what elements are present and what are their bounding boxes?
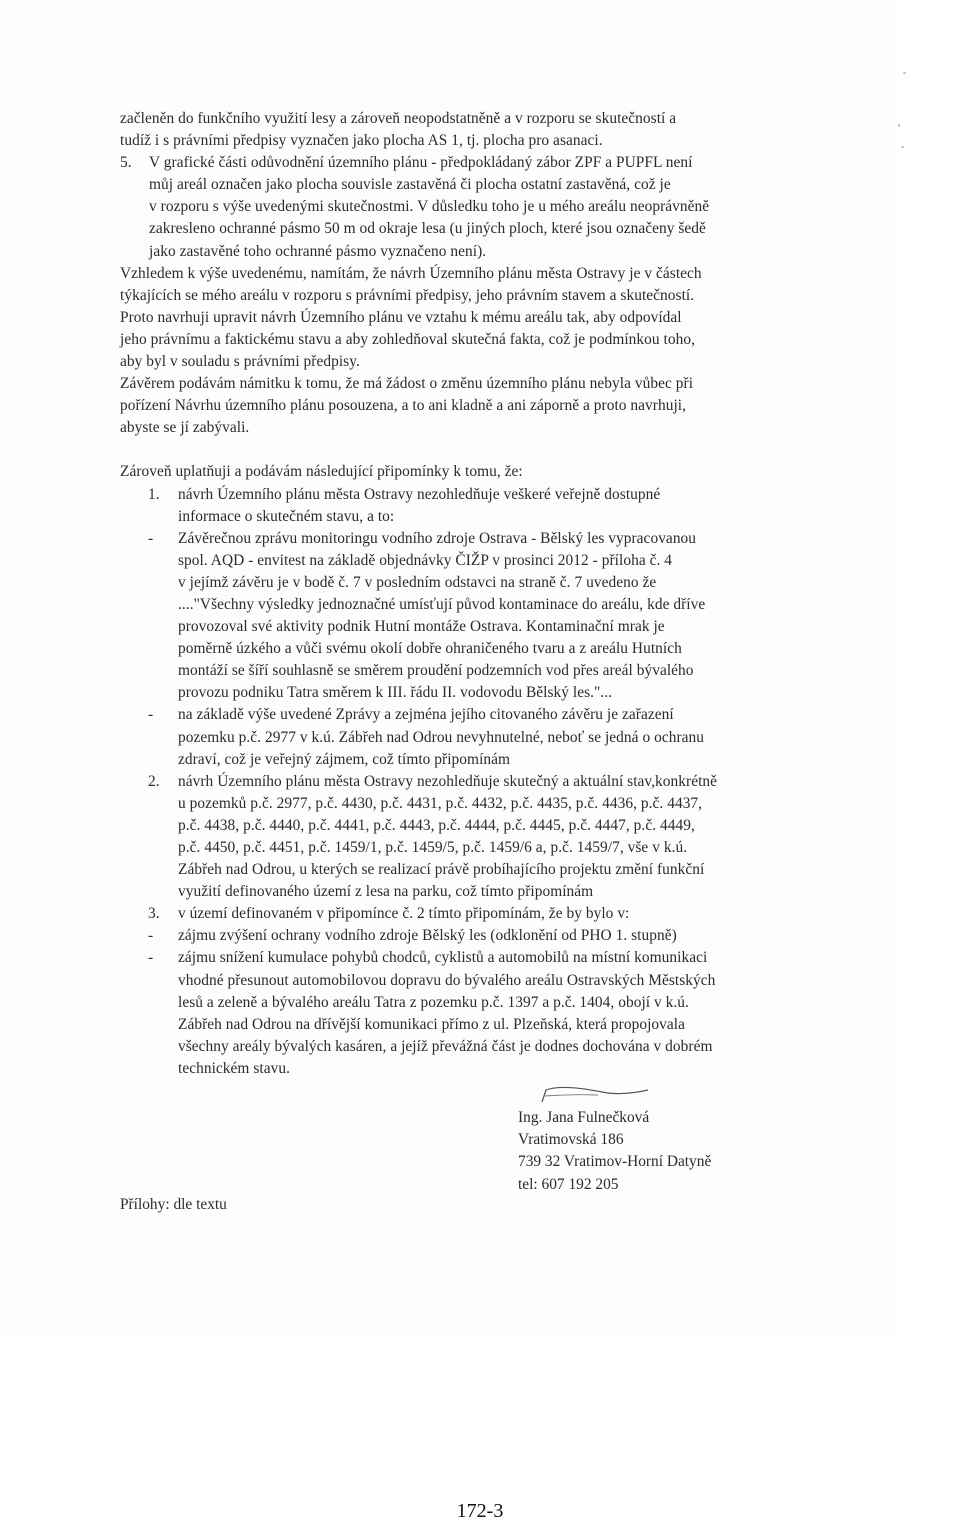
- point-5-line: zakresleno ochranné pásmo 50 m od okraje lesa (u jiných ploch, které jsou označeny šedě: [149, 220, 706, 238]
- comment-3-marker: 3.: [148, 905, 160, 923]
- dash-marker: -: [148, 927, 154, 945]
- objection-line: Závěrem podávám námitku k tomu, že má žádost o změnu územního plánu nebyla vůbec při: [120, 375, 694, 393]
- comment-line: zdraví, což je veřejný zájmem, což tímto připomínám: [178, 750, 511, 768]
- objection-line: Vzhledem k výše uvedenému, namítám, že návrh Územního plánu města Ostravy je v částech: [120, 264, 702, 282]
- comment-line: technickém stavu.: [178, 1059, 290, 1077]
- comment-line: pozemku p.č. 2977 v k.ú. Zábřeh nad Odrou nevyhnutelné, neboť se jedná o ochranu: [178, 728, 705, 746]
- comment-1-marker: 1.: [148, 485, 160, 503]
- comment-line: u pozemků p.č. 2977, p.č. 4430, p.č. 4431, p.č. 4432, p.č. 4435, p.č. 4436, p.č. 4437,: [178, 794, 703, 812]
- dash-marker: -: [148, 949, 154, 967]
- comment-line: v jejímž závěru je v bodě č. 7 v posledním odstavci na straně č. 7 uvedeno že: [178, 573, 657, 591]
- document-body: [120, 108, 850, 1080]
- comment-1-subpoint-2: [120, 704, 850, 770]
- comment-line: vhodné přesunout automobilovou dopravu do bývalého areálu Ostravských Městských: [178, 971, 716, 989]
- point-5-line: jako zastavěné toho ochranné pásmo vyznačeno není).: [149, 242, 487, 260]
- dash-marker: -: [148, 706, 154, 724]
- scan-speck: [898, 124, 900, 127]
- comment-line: návrh Územního plánu města Ostravy nezohledňuje skutečný a aktuální stav,konkrétně: [178, 772, 718, 790]
- page-number: 172-3: [456, 1500, 504, 1522]
- comment-1-subpoint-1: [120, 528, 850, 705]
- point-5: [120, 152, 850, 262]
- comment-3-subpoint-2: [120, 947, 850, 1080]
- comment-line: všechny areály bývalých kasáren, a jejíž převážná část je dodnes dochována v dobrém: [178, 1037, 713, 1055]
- signer-street: Vratimovská 186: [518, 1131, 624, 1149]
- handwritten-signature: [532, 1082, 652, 1106]
- comment-line: využití definovaného území z lesa na parku, což tímto připomínám: [178, 883, 594, 901]
- signer-phone: tel: 607 192 205: [518, 1175, 619, 1193]
- signer-name: Ing. Jana Fulnečková: [518, 1109, 650, 1126]
- comment-line: Zábřeh nad Odrou na dřívější komunikaci přímo z ul. Plzeňská, která propojovala: [178, 1015, 685, 1033]
- comment-line: p.č. 4450, p.č. 4451, p.č. 1459/1, p.č. 1459/5, p.č. 1459/6 a, p.č. 1459/7, vše v k.ú.: [178, 839, 688, 856]
- paragraph-gap: [120, 439, 850, 461]
- comment-2-marker: 2.: [148, 772, 160, 790]
- comment-line: provozoval své aktivity podnik Hutní montáže Ostrava. Kontaminační mrak je: [178, 618, 665, 636]
- signature-block: [518, 1107, 711, 1196]
- objection-paragraph: [120, 263, 850, 440]
- comment-line: v území definovaném v připomínce č. 2 tímto připomínám, že by bylo v:: [178, 905, 630, 923]
- point-5-marker: 5.: [120, 154, 132, 172]
- scan-speck: [901, 146, 904, 148]
- comment-line: p.č. 4438, p.č. 4440, p.č. 4441, p.č. 4443, p.č. 4444, p.č. 4445, p.č. 4447, p.č. 4449,: [178, 816, 695, 834]
- intro-line: tudíž i s právními předpisy vyznačen jako plocha AS 1, tj. plocha pro asanaci.: [120, 132, 603, 150]
- comment-line: ...."Všechny výsledky jednoznačné umísťují původ kontaminace do areálu, kde dříve: [178, 595, 706, 613]
- comment-line: na základě výše uvedené Zprávy a zejména jejího citovaného závěru je zařazení: [178, 706, 674, 724]
- comment-3-subpoint-1: [120, 925, 850, 947]
- point-5-line: V grafické části odůvodnění územního plánu - předpokládaný zábor ZPF a PUPFL není: [149, 154, 693, 172]
- comment-line: informace o skutečném stavu, a to:: [178, 507, 395, 525]
- comment-line: návrh Územního plánu města Ostravy nezohledňuje veškeré veřejně dostupné: [178, 485, 661, 503]
- objection-line: Proto navrhuji upravit návrh Územního plánu ve vztahu k mému areálu tak, aby odpovídal: [120, 308, 682, 326]
- comment-line: poměrně úzkého a vůči svému okolí dobře ohraničeného tvaru a z areálu Hutních: [178, 640, 682, 658]
- objection-line: abyste se jí zabývali.: [120, 419, 250, 437]
- comments-heading: Zároveň uplatňuji a podávám následující připomínky k tomu, že:: [120, 463, 523, 481]
- intro-paragraph: [120, 108, 850, 152]
- intro-line: začleněn do funkčního využití lesy a zároveň neopodstatněně a v rozporu se skutečností a: [120, 110, 677, 127]
- attachments-note: Přílohy: dle textu: [120, 1196, 227, 1213]
- objection-line: jeho právnímu a faktickému stavu a aby zohledňoval skutečná fakta, což je podmínkou toho,: [120, 330, 696, 348]
- objection-line: týkajících se mého areálu v rozporu s právními předpisy, jeho právním stavem a skutečností.: [120, 286, 695, 304]
- comment-2: [120, 771, 850, 904]
- comment-line: zájmu zvýšení ochrany vodního zdroje Bělský les (odklonění od PHO 1. stupně): [178, 927, 677, 945]
- comment-line: lesů a zeleně a bývalého areálu Tatra z pozemku p.č. 1397 a p.č. 1404, obojí v k.ú.: [178, 993, 689, 1011]
- comment-line: zájmu snížení kumulace pohybů chodců, cyklistů a automobilů na místní komunikaci: [178, 949, 708, 967]
- comment-line: provozu podniku Tatra směrem k III. řádu II. vodovodu Bělský les."...: [178, 684, 613, 702]
- signer-city: 739 32 Vratimov-Horní Datyně: [518, 1153, 712, 1171]
- comment-line: montáží se šíří souhlasně se směrem proudění podzemních vod přes areál bývalého: [178, 662, 694, 680]
- point-5-line: v rozporu s výše uvedenými skutečnostmi. V důsledku toho je u mého areálu neoprávněně: [149, 198, 710, 216]
- scan-speck: [903, 72, 906, 74]
- point-5-line: můj areál označen jako plocha souvisle zastavěná či plocha ostatní zastavěná, což je: [149, 176, 671, 194]
- comment-1: [120, 484, 850, 528]
- comment-line: spol. AQD - envitest na základě objednávky ČIŽP v prosinci 2012 - příloha č. 4: [178, 551, 673, 569]
- objection-line: aby byl v souladu s právními předpisy.: [120, 353, 360, 371]
- objection-line: pořízení Návrhu územního plánu posouzena, a to ani kladně a ani záporně a proto navrhuji,: [120, 397, 687, 415]
- dash-marker: -: [148, 529, 154, 547]
- comment-line: Zábřeh nad Odrou, u kterých se realizací právě probíhajícího projektu změní funkční: [178, 861, 705, 879]
- comment-line: Závěrečnou zprávu monitoringu vodního zdroje Ostrava - Bělský les vypracovanou: [178, 529, 697, 547]
- comment-3: [120, 903, 850, 925]
